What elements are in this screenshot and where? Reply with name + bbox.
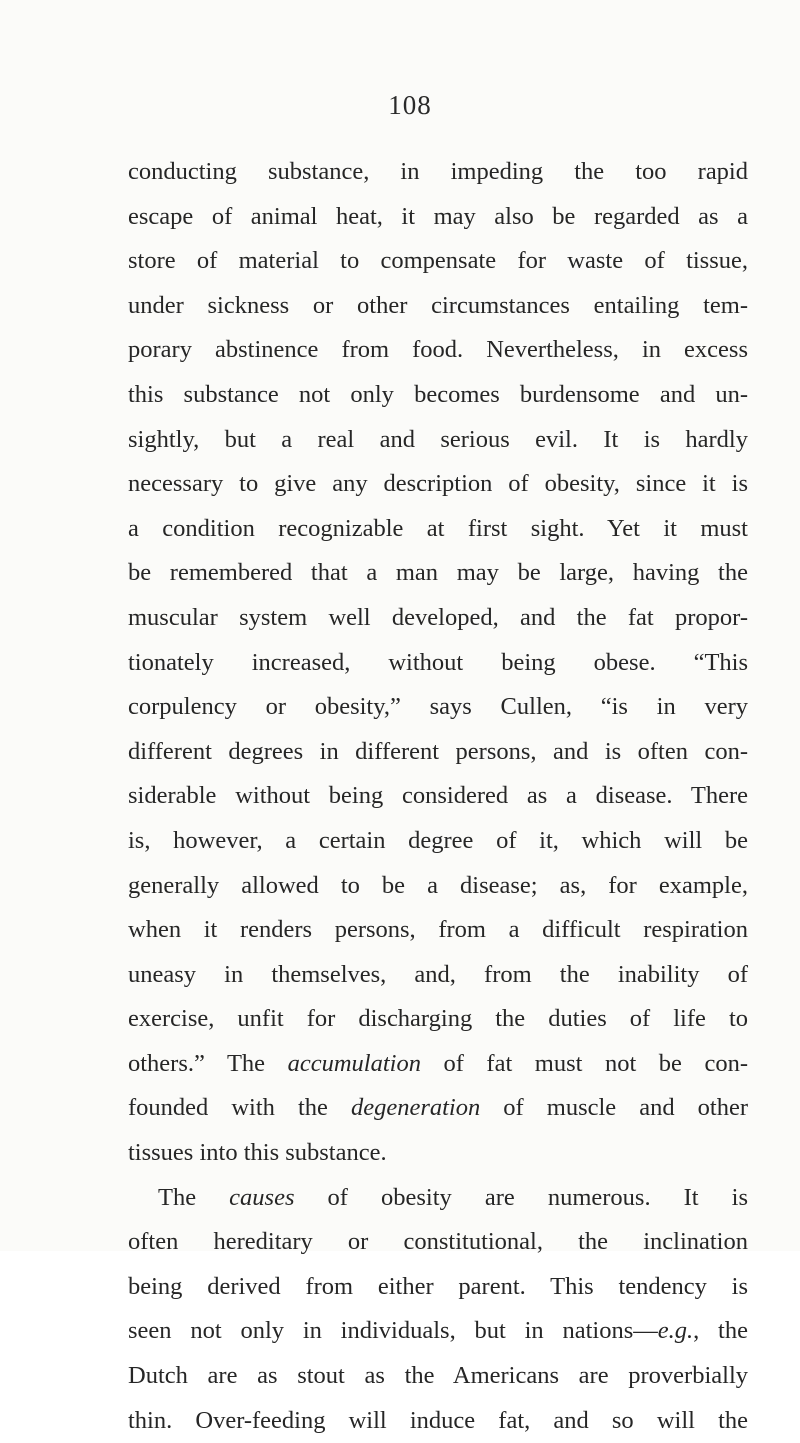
emphasis-causes: causes [229,1183,295,1211]
text-line-paragraph-start: The causes of obesity are numerous. It is [158,1183,748,1211]
body-text [128,150,748,1443]
text-line: porary abstinence from food. Nevertheless, in excess [128,336,748,364]
text-line: is, however, a certain degree of it, which will be [128,826,748,854]
page-number: 108 [388,90,432,120]
text-line: conducting substance, in impeding the too rapid [128,158,748,185]
text-line: a condition recognizable at first sight. Yet it must [128,514,748,542]
text-line: sightly, but a real and serious evil. It is hardly [128,425,748,453]
emphasis-accumulation: accumulation [287,1049,421,1077]
text-line: necessary to give any description of obesity, since it is [128,470,748,498]
text-line: siderable without being considered as a disease. There [128,782,748,810]
text-line: generally allowed to be a disease; as, for example, [128,871,748,899]
text-line: under sickness or other circumstances entailing tem- [128,291,748,319]
text-line: thin. Over-feeding will induce fat, and so will the [128,1406,748,1434]
emphasis-degeneration: degeneration [350,1094,481,1122]
text-line: others.” The accumulation of fat must not be con- [128,1049,748,1077]
text-line: often hereditary or constitutional, the inclination [128,1228,748,1256]
text-line: different degrees in different persons, and is often con- [128,737,748,765]
text-line: founded with the degeneration of muscle and other [128,1094,748,1122]
text-line: escape of animal heat, it may also be regarded as a [128,202,748,230]
text-line: store of material to compensate for waste of tissue, [128,247,748,275]
text-line: Dutch are as stout as the Americans are proverbially [128,1362,748,1390]
text-line: muscular system well developed, and the fat propor- [128,603,748,631]
text-line: exercise, unfit for discharging the duties of life to [128,1005,748,1033]
emphasis-eg: e.g. [657,1317,694,1345]
text-line: when it renders persons, from a difficult respiration [128,916,748,944]
text-line: tionately increased, without being obese. “This [128,648,748,676]
text-line: be remembered that a man may be large, having the [128,559,748,587]
text-line: uneasy in themselves, and, from the inability of [128,960,748,988]
text-line: seen not only in individuals, but in nations—e.g., the [128,1317,748,1345]
text-line: corpulency or obesity,” says Cullen, “is in very [128,693,748,721]
text-line: this substance not only becomes burdensome and un- [128,380,748,408]
text-line-paragraph-end: tissues into this substance. [128,1139,387,1167]
text-line: being derived from either parent. This tendency is [128,1272,748,1300]
